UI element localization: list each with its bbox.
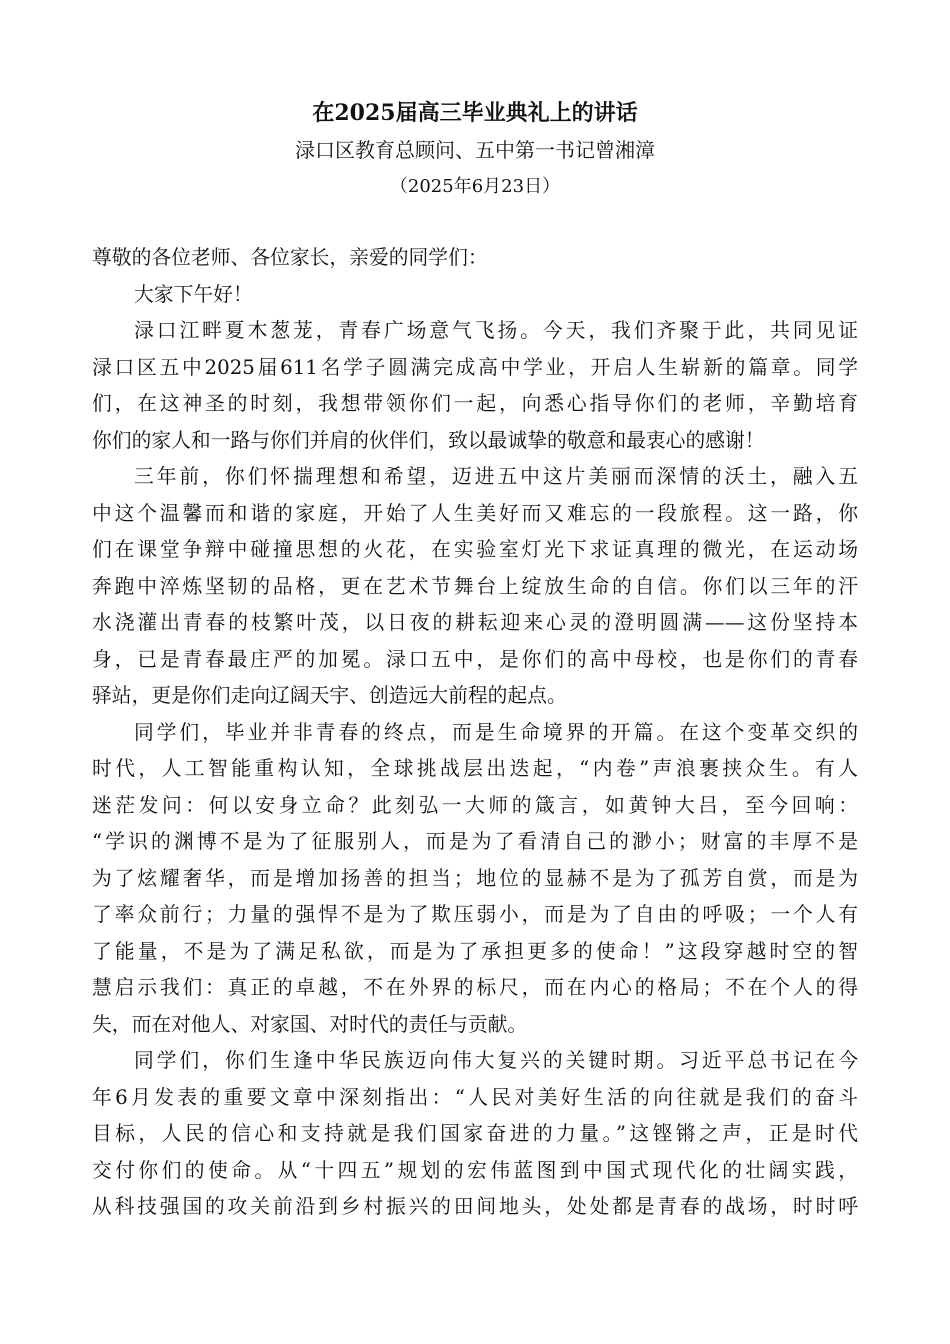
document-date: （2025年6月23日） bbox=[389, 176, 561, 197]
body-line: 渌口区五中2025届611名学子圆满完成高中学业，开启人生崭新的篇章。同学 bbox=[92, 355, 858, 379]
body-line: 奔跑中淬炼坚韧的品格，更在艺术节舞台上绽放生命的自信。你们以三年的汗 bbox=[92, 574, 858, 598]
body-line: 了率众前行；力量的强悍不是为了欺压弱小，而是为了自由的呼吸；一个人有 bbox=[92, 903, 858, 926]
body-line: 们在课堂争辩中碰撞思想的火花，在实验室灯光下求证真理的微光，在运动场 bbox=[92, 538, 858, 561]
body-line: 年6月发表的重要文章中深刻指出：“人民对美好生活的向往就是我们的奋斗 bbox=[92, 1085, 858, 1109]
body-line: 三年前，你们怀揣理想和希望，迈进五中这片美丽而深情的沃土，融入五 bbox=[134, 465, 858, 488]
body-line: 你们的家人和一路与你们并肩的伙伴们，致以最诚挚的敬意和最衷心的感谢！ bbox=[92, 428, 765, 452]
body-line: 失，而在对他人、对家国、对时代的责任与贡献。 bbox=[92, 1012, 528, 1036]
document-subtitle: 渌口区教育总顾问、五中第一书记曾湘漳 bbox=[295, 138, 655, 162]
salutation-line: 尊敬的各位老师、各位家长，亲爱的同学们： bbox=[92, 246, 488, 269]
body-line: 同学们，毕业并非青春的终点，而是生命境界的开篇。在这个变革交织的 bbox=[134, 720, 858, 744]
body-line: 们，在这神圣的时刻，我想带领你们一起，向悉心指导你们的老师，辛勤培育 bbox=[92, 392, 858, 415]
body-line: 水浇灌出青春的枝繁叶茂，以日夜的耕耘迎来心灵的澄明圆满——这份坚持本 bbox=[92, 611, 858, 634]
body-line: 迷茫发问：何以安身立命？此刻弘一大师的箴言，如黄钟大吕，至今回响： bbox=[92, 793, 858, 817]
body-line: 驿站，更是你们走向辽阔天宇、创造远大前程的起点。 bbox=[92, 684, 567, 707]
greeting-line: 大家下午好！ bbox=[134, 282, 253, 306]
body-line: 为了炫耀奢华，而是增加扬善的担当；地位的显赫不是为了孤芳自赏，而是为 bbox=[92, 866, 858, 890]
body-line: 了能量，不是为了满足私欲，而是为了承担更多的使命！”这段穿越时空的智 bbox=[92, 939, 858, 963]
body-line: 中这个温馨而和谐的家庭，开始了人生美好而又难忘的一段旅程。这一路，你 bbox=[92, 501, 858, 525]
body-line: 身，已是青春最庄严的加冕。渌口五中，是你们的高中母校，也是你们的青春 bbox=[92, 647, 858, 671]
body-line: 交付你们的使命。从“十四五”规划的宏伟蓝图到中国式现代化的壮阔实践， bbox=[92, 1158, 858, 1182]
body-line: 从科技强国的攻关前沿到乡村振兴的田间地头，处处都是青春的战场，时时呼 bbox=[92, 1195, 858, 1218]
body-line: 时代，人工智能重构认知，全球挑战层出迭起，“内卷”声浪裹挟众生。有人 bbox=[92, 757, 858, 780]
body-line: “学识的渊博不是为了征服别人，而是为了看清自己的渺小；财富的丰厚不是 bbox=[92, 830, 858, 853]
body-line: 渌口江畔夏木葱茏，青春广场意气飞扬。今天，我们齐聚于此，共同见证 bbox=[134, 319, 858, 342]
body-line: 目标，人民的信心和支持就是我们国家奋进的力量。”这铿锵之声，正是时代 bbox=[92, 1122, 858, 1145]
document-title: 在2025届高三毕业典礼上的讲话 bbox=[312, 100, 638, 126]
body-line: 慧启示我们：真正的卓越，不在外界的标尺，而在内心的格局；不在个人的得 bbox=[92, 976, 858, 999]
body-line: 同学们，你们生逢中华民族迈向伟大复兴的关键时期。习近平总书记在今 bbox=[134, 1049, 858, 1072]
document-body bbox=[92, 240, 858, 1226]
